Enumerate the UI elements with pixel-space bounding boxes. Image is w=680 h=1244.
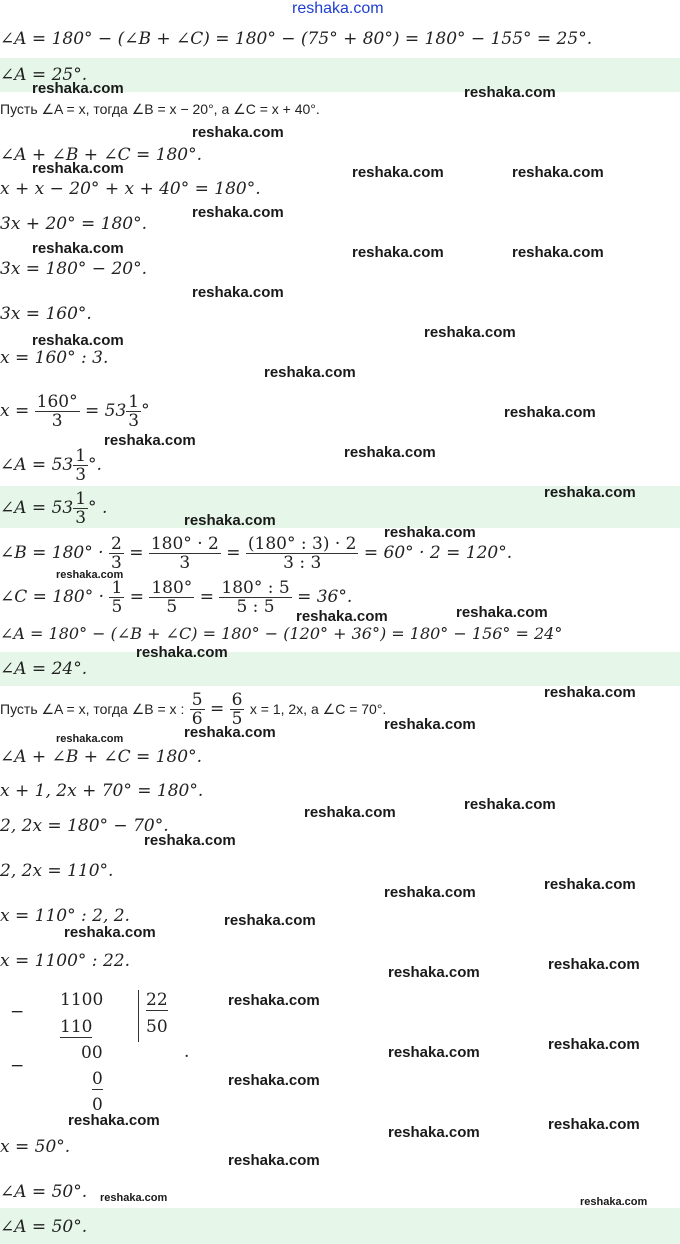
watermark: reshaka.com bbox=[344, 444, 436, 461]
dividend: 1100 bbox=[60, 990, 104, 1010]
minus-sign: − bbox=[10, 1002, 25, 1022]
numerator: 6 bbox=[231, 690, 243, 710]
watermark: reshaka.com bbox=[544, 684, 636, 701]
watermark: reshaka.com bbox=[384, 884, 476, 901]
watermark: reshaka.com bbox=[544, 484, 636, 501]
watermark: reshaka.com bbox=[32, 240, 124, 257]
denominator: 3 : 3 bbox=[283, 553, 322, 573]
fraction bbox=[149, 579, 194, 616]
answer-line-fraction bbox=[0, 486, 107, 530]
denominator: 5 bbox=[111, 597, 123, 617]
equation-line: ∠A + ∠B + ∠C = 180°. bbox=[0, 747, 203, 767]
fraction bbox=[190, 691, 205, 728]
text: = bbox=[209, 699, 225, 719]
watermark: reshaka.com bbox=[424, 324, 516, 341]
subtrahend: 110 bbox=[60, 1017, 93, 1037]
watermark: reshaka.com bbox=[384, 524, 476, 541]
denominator: 3 bbox=[110, 553, 122, 573]
text: Пусть ∠A = x, тогда ∠B = x : bbox=[0, 701, 185, 717]
watermark: reshaka.com bbox=[512, 164, 604, 181]
text: = bbox=[226, 543, 241, 563]
watermark: reshaka.com bbox=[100, 1192, 168, 1204]
equation-line: x = 110° : 2, 2. bbox=[0, 906, 130, 926]
watermark: reshaka.com bbox=[104, 432, 196, 449]
period: . bbox=[184, 1042, 190, 1062]
watermark: reshaka.com bbox=[264, 364, 356, 381]
numerator: 180° · 2 bbox=[150, 534, 219, 554]
equation-line: x = 160° : 3. bbox=[0, 348, 109, 368]
equation-line: ∠A + ∠B + ∠C = 180°. bbox=[0, 145, 203, 165]
denominator: 3 bbox=[128, 411, 140, 431]
fraction bbox=[246, 535, 359, 572]
watermark: reshaka.com bbox=[56, 733, 124, 745]
watermark: reshaka.com bbox=[352, 244, 444, 261]
text: = bbox=[199, 587, 214, 607]
numerator: 5 bbox=[191, 690, 203, 710]
numerator: 1 bbox=[111, 578, 123, 598]
watermark: reshaka.com bbox=[228, 1072, 320, 1089]
answer-line: ∠A = 50°. bbox=[0, 1217, 88, 1237]
subtrahend: 0 bbox=[92, 1069, 103, 1089]
watermark: reshaka.com bbox=[68, 1112, 160, 1129]
equation-line-fraction bbox=[0, 388, 150, 434]
fraction bbox=[35, 393, 80, 430]
numerator: (180° : 3) · 2 bbox=[247, 534, 357, 554]
fraction bbox=[126, 393, 141, 430]
watermark: reshaka.com bbox=[56, 569, 124, 581]
text: ∠A = 53 bbox=[0, 455, 74, 475]
numerator: 1 bbox=[75, 489, 87, 509]
watermark: reshaka.com bbox=[184, 724, 276, 741]
divisor: 22 bbox=[146, 990, 168, 1010]
equation-line: x + x − 20° + x + 40° = 180°. bbox=[0, 179, 261, 199]
fraction bbox=[109, 579, 124, 616]
equation-line: ∠A = 50°. bbox=[0, 1182, 88, 1202]
equation-line: 2, 2x = 180° − 70°. bbox=[0, 816, 169, 836]
denominator: 3 bbox=[179, 553, 191, 573]
watermark: reshaka.com bbox=[192, 284, 284, 301]
denominator: 5 bbox=[166, 597, 178, 617]
watermark: reshaka.com bbox=[580, 1196, 648, 1208]
text: = 36°. bbox=[297, 587, 353, 607]
watermark: reshaka.com bbox=[548, 956, 640, 973]
equation-line-fraction bbox=[0, 442, 102, 488]
degree: ° bbox=[141, 401, 150, 421]
equation-line: ∠A = 180° − (∠B + ∠C) = 180° − (120° + 36°) = 180° − 156° = 24° bbox=[0, 624, 563, 643]
numerator: 1 bbox=[128, 392, 140, 412]
numerator: 180° : 5 bbox=[221, 578, 290, 598]
numerator: 1 bbox=[75, 446, 87, 466]
watermark: reshaka.com bbox=[184, 512, 276, 529]
text: = 53 bbox=[85, 401, 127, 421]
watermark: reshaka.com bbox=[388, 1124, 480, 1141]
site-header-link[interactable]: reshaka.com bbox=[292, 0, 384, 17]
answer-band-4 bbox=[0, 1208, 680, 1244]
watermark: reshaka.com bbox=[136, 644, 228, 661]
watermark: reshaka.com bbox=[352, 164, 444, 181]
answer-line: ∠A = 25°. bbox=[0, 65, 88, 85]
watermark: reshaka.com bbox=[228, 992, 320, 1009]
equation-line: x = 1100° : 22. bbox=[0, 951, 130, 971]
equation-line: x + 1, 2x + 70° = 180°. bbox=[0, 781, 204, 801]
answer-line: ∠A = 24°. bbox=[0, 659, 88, 679]
denominator: 5 : 5 bbox=[236, 597, 275, 617]
numerator: 160° bbox=[36, 392, 78, 412]
watermark: reshaka.com bbox=[388, 964, 480, 981]
equation-line: 3x = 160°. bbox=[0, 304, 92, 324]
watermark: reshaka.com bbox=[64, 924, 156, 941]
text: ° . bbox=[88, 498, 108, 518]
watermark: reshaka.com bbox=[192, 124, 284, 141]
watermark: reshaka.com bbox=[504, 404, 596, 421]
watermark: reshaka.com bbox=[456, 604, 548, 621]
watermark: reshaka.com bbox=[224, 912, 316, 929]
fraction bbox=[109, 535, 124, 572]
watermark: reshaka.com bbox=[192, 204, 284, 221]
watermark: reshaka.com bbox=[32, 80, 124, 97]
watermark: reshaka.com bbox=[384, 716, 476, 733]
equation-line: 3x = 180° − 20°. bbox=[0, 259, 147, 279]
denominator: 5 bbox=[231, 709, 243, 729]
remainder: 00 bbox=[81, 1043, 103, 1063]
watermark: reshaka.com bbox=[548, 1116, 640, 1133]
text: = bbox=[129, 587, 144, 607]
watermark: reshaka.com bbox=[32, 332, 124, 349]
watermark: reshaka.com bbox=[388, 1044, 480, 1061]
numerator: 2 bbox=[110, 534, 122, 554]
watermark: reshaka.com bbox=[144, 832, 236, 849]
text: °. bbox=[88, 455, 102, 475]
text: = 60° · 2 = 120°. bbox=[363, 543, 513, 563]
watermark: reshaka.com bbox=[464, 84, 556, 101]
watermark: reshaka.com bbox=[544, 876, 636, 893]
equation-line: ∠A = 180° − (∠B + ∠C) = 180° − (75° + 80°) = 180° − 155° = 25°. bbox=[0, 29, 593, 49]
fraction bbox=[73, 447, 88, 484]
denominator: 3 bbox=[75, 508, 87, 528]
denominator: 3 bbox=[75, 465, 87, 485]
watermark: reshaka.com bbox=[548, 1036, 640, 1053]
text: ∠B = 180° · bbox=[0, 543, 104, 563]
fraction bbox=[230, 691, 245, 728]
text: = bbox=[129, 543, 144, 563]
fraction bbox=[219, 579, 291, 616]
watermark: reshaka.com bbox=[304, 804, 396, 821]
text: x = 1, 2x, а ∠C = 70°. bbox=[249, 701, 387, 717]
fraction bbox=[149, 535, 221, 572]
denominator: 3 bbox=[51, 411, 63, 431]
watermark: reshaka.com bbox=[464, 796, 556, 813]
denominator: 6 bbox=[191, 709, 203, 729]
quotient: 50 bbox=[146, 1017, 168, 1037]
fraction bbox=[73, 490, 88, 527]
watermark: reshaka.com bbox=[512, 244, 604, 261]
minus-sign: − bbox=[10, 1056, 25, 1076]
watermark: reshaka.com bbox=[296, 608, 388, 625]
problem-statement: Пусть ∠A = x, тогда ∠B = x − 20°, а ∠C = x + 40°. bbox=[0, 101, 320, 117]
equation-line: 3x + 20° = 180°. bbox=[0, 214, 147, 234]
remainder: 0 bbox=[92, 1095, 103, 1115]
watermark: reshaka.com bbox=[228, 1152, 320, 1169]
text: ∠C = 180° · bbox=[0, 587, 105, 607]
equation-line: x = 50°. bbox=[0, 1137, 71, 1157]
watermark: reshaka.com bbox=[32, 160, 124, 177]
text: ∠A = 53 bbox=[0, 498, 74, 518]
text: x = bbox=[0, 401, 30, 421]
division-bar bbox=[138, 990, 139, 1042]
answer-band-3 bbox=[0, 652, 680, 686]
numerator: 180° bbox=[151, 578, 193, 598]
equation-line: 2, 2x = 110°. bbox=[0, 861, 114, 881]
